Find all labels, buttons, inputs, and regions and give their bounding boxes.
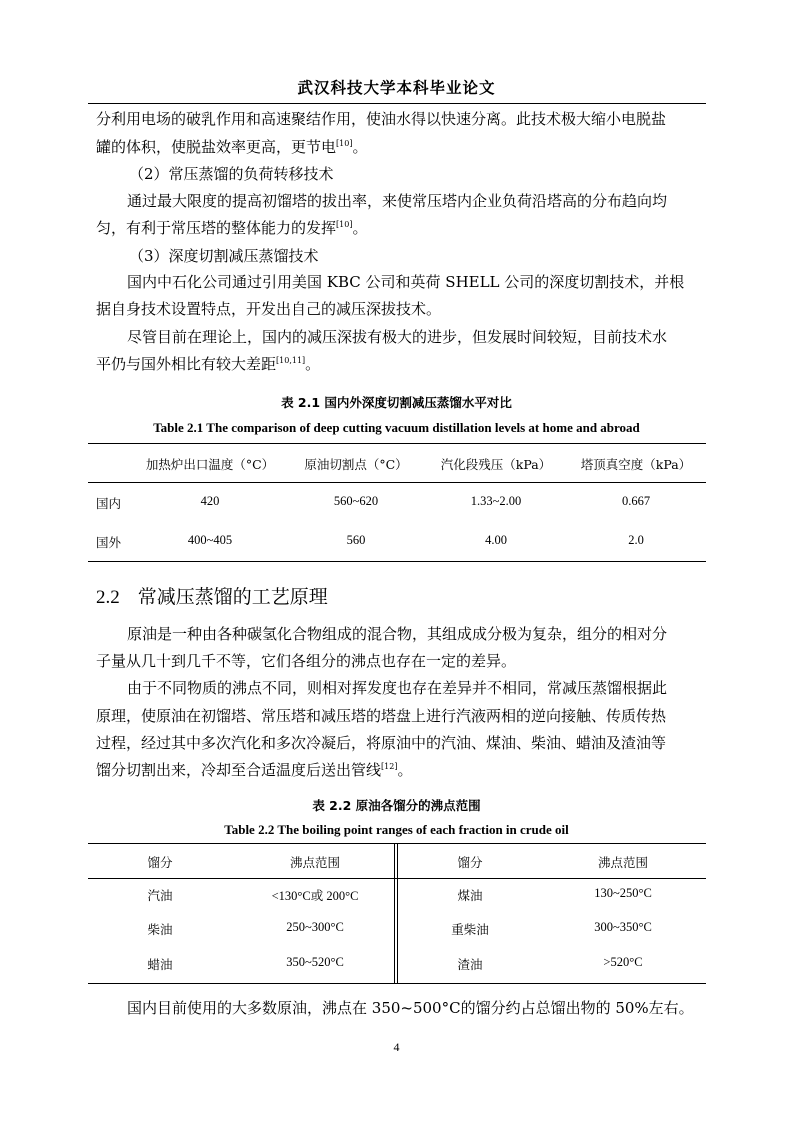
table1-header-cell: 加热炉出口温度（°C） <box>145 457 275 472</box>
body-line: 过程，经过其中多次汽化和多次冷凝后，将原油中的汽油、煤油、柴油、蜡油及渣油等 <box>96 734 667 752</box>
table1-header-cell: 汽化段残压（kPa） <box>440 457 552 472</box>
body-line: 原油是一种由各种碳氢化合物组成的混合物，其组成成分极为复杂，组分的相对分 <box>127 625 668 643</box>
page-header-title: 武汉科技大学本科毕业论文 <box>297 79 496 97</box>
table1-cell: 420 <box>200 494 220 508</box>
section-number: 2.2 <box>96 587 120 608</box>
table2-cell: 130~250°C <box>594 886 652 900</box>
table2-header-cell: 沸点范围 <box>289 855 341 870</box>
body-line: 尽管目前在理论上，国内的减压深拔有极大的进步，但发展时间较短，目前技术水 <box>127 328 668 346</box>
citation: [10] <box>336 220 353 229</box>
body-line: 国内中石化公司通过引用美国 KBC 公司和英荷 SHELL 公司的深度切割技术，并根 <box>127 273 685 291</box>
table2-header-cell: 馏分 <box>147 855 173 870</box>
body-line: 通过最大限度的提高初馏塔的拔出率，来使常压塔内企业负荷沿塔高的分布趋向均 <box>127 192 668 210</box>
body-line: 原理，使原油在初馏塔、常压塔和减压塔的塔盘上进行汽液两相的逆向接触、传质传热 <box>96 707 667 725</box>
table1-cell: 2.0 <box>628 533 644 547</box>
table1-row-label: 国外 <box>96 535 122 550</box>
table2-bottom-rule <box>88 983 706 984</box>
table1-header-cell: 原油切割点（°C） <box>304 457 408 472</box>
table2-cell: 300~350°C <box>594 920 652 934</box>
header-rule <box>88 103 706 104</box>
table2-column-divider <box>394 843 398 983</box>
table2-cell: 250~300°C <box>286 920 344 934</box>
body-line: 馏分切割出来，冷却至合适温度后送出管线[12]。 <box>96 761 413 779</box>
table2-cell: 蜡油 <box>147 957 173 972</box>
table1-header-cell: 塔顶真空度（kPa） <box>580 457 692 472</box>
section-heading <box>96 582 328 609</box>
citation: [10,11] <box>276 356 306 365</box>
table2-cell: 重柴油 <box>451 922 489 937</box>
table2-cell: 350~520°C <box>286 955 344 969</box>
table2-cell: 柴油 <box>147 922 173 937</box>
subheading: （2）常压蒸馏的负荷转移技术 <box>129 165 334 183</box>
table1-cell: 1.33~2.00 <box>470 494 522 508</box>
table1-row-label: 国内 <box>96 496 122 511</box>
table1-cell: 560~620 <box>333 494 379 508</box>
table2-cell: <130°C或 200°C <box>271 889 359 903</box>
body-line: 据自身技术设置特点，开发出自己的减压深拔技术。 <box>96 300 442 318</box>
table1-cell: 0.667 <box>621 494 651 508</box>
table1-caption-en: Table 2.1 The comparison of deep cutting vacuum distillation levels at home and abroad <box>153 420 640 435</box>
table2-header-cell: 馏分 <box>457 855 483 870</box>
table2-cell: 煤油 <box>457 888 483 903</box>
table2-cell: >520°C <box>603 955 643 969</box>
table2-mid-rule <box>88 878 706 879</box>
table2-cell: 汽油 <box>147 888 173 903</box>
body-line: 分利用电场的破乳作用和高速聚结作用，使油水得以快速分离。此技术极大缩小电脱盐 <box>96 110 667 128</box>
table2-caption-cn: 表 2.2 原油各馏分的沸点范围 <box>312 798 481 813</box>
table1-cell: 400~405 <box>187 533 233 547</box>
citation: [12] <box>381 762 398 771</box>
body-line: 国内目前使用的大多数原油，沸点在 350~500°C的馏分约占总馏出物的 50%左右。 <box>127 999 694 1017</box>
table1-cell: 4.00 <box>485 533 507 547</box>
body-line: 罐的体积，使脱盐效率更高，更节电[10]。 <box>96 138 368 156</box>
section-title: 常减压蒸馏的工艺原理 <box>137 586 328 608</box>
body-line: 匀，有利于常压塔的整体能力的发挥[10]。 <box>96 219 368 237</box>
table2-header-cell: 沸点范围 <box>597 855 649 870</box>
table1-cell: 560 <box>346 533 366 547</box>
citation: [10] <box>336 139 353 148</box>
body-line: 由于不同物质的沸点不同，则相对挥发度也存在差异并不相同，常减压蒸馏根据此 <box>127 679 668 697</box>
table1-mid-rule <box>88 482 706 483</box>
subheading: （3）深度切割减压蒸馏技术 <box>129 247 319 265</box>
body-line: 平仍与国外相比有较大差距[10,11]。 <box>96 355 321 373</box>
page-number: 4 <box>393 1040 400 1054</box>
table1-caption-cn: 表 2.1 国内外深度切割减压蒸馏水平对比 <box>281 395 512 410</box>
body-line: 子量从几十到几千不等，它们各组分的沸点也存在一定的差异。 <box>96 652 517 670</box>
table1-bottom-rule <box>88 561 706 562</box>
table2-cell: 渣油 <box>457 957 483 972</box>
table1-top-rule <box>88 443 706 444</box>
table2-caption-en: Table 2.2 The boiling point ranges of each fraction in crude oil <box>224 822 569 837</box>
